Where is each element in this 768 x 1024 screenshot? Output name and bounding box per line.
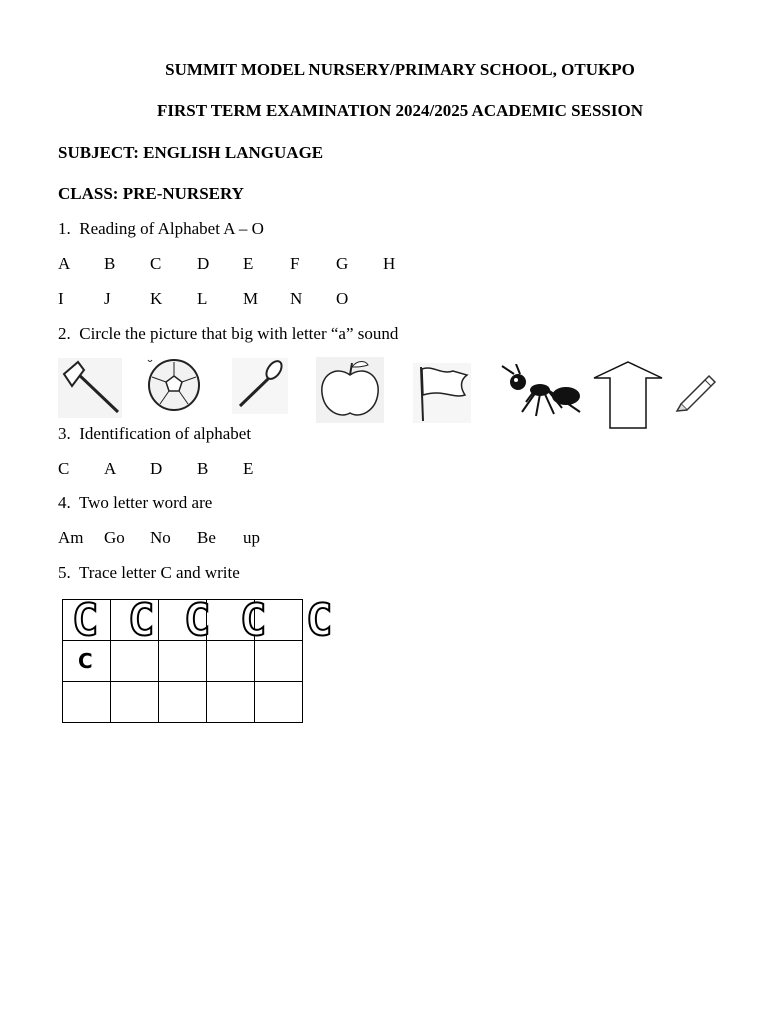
alphabet-letter: K xyxy=(150,289,163,308)
alphabet-letter: O xyxy=(336,289,349,308)
trace-letter-c: C xyxy=(240,595,267,646)
ant-icon xyxy=(492,364,588,418)
question-number: 4. xyxy=(58,493,71,512)
question-text: Trace letter C and write xyxy=(78,563,240,582)
question-2 xyxy=(58,324,398,344)
exam-title: FIRST TERM EXAMINATION 2024/2025 ACADEMIC SESSION xyxy=(157,101,643,120)
alphabet-letter: F xyxy=(290,254,300,273)
pencil-icon xyxy=(675,370,719,412)
trace-letter-c: C xyxy=(72,595,99,646)
alphabet-letter: E xyxy=(243,459,254,478)
trace-cell[interactable] xyxy=(159,641,207,682)
axe-icon xyxy=(58,358,122,418)
spoon-icon xyxy=(232,358,288,414)
alphabet-letter: G xyxy=(336,254,349,273)
question-5 xyxy=(58,563,240,583)
trace-cell[interactable] xyxy=(111,641,159,682)
alphabet-letter: C xyxy=(150,254,162,273)
trace-cell[interactable] xyxy=(207,641,255,682)
trace-cell[interactable] xyxy=(255,641,303,682)
alphabet-letter: N xyxy=(290,289,303,308)
trace-row xyxy=(63,682,303,723)
trace-cell[interactable] xyxy=(159,682,207,723)
trace-cell[interactable] xyxy=(63,682,111,723)
alphabet-letter: B xyxy=(104,254,116,273)
question-text: Reading of Alphabet A – O xyxy=(79,219,264,238)
question-text: Identification of alphabet xyxy=(79,424,252,443)
alphabet-letter: D xyxy=(197,254,210,273)
alphabet-letter: B xyxy=(197,459,209,478)
word-item: Am xyxy=(58,528,84,547)
question-number: 2. xyxy=(58,324,71,343)
trace-cell[interactable] xyxy=(255,682,303,723)
question-number: 5. xyxy=(58,563,71,582)
word-item: Go xyxy=(104,528,125,547)
question-text: Circle the picture that big with letter “a” sound xyxy=(79,324,399,343)
trace-letter-c: C xyxy=(184,595,211,646)
alphabet-letter: L xyxy=(197,289,208,308)
school-name: SUMMIT MODEL NURSERY/PRIMARY SCHOOL, OTUKPO xyxy=(165,60,635,79)
alphabet-letter: E xyxy=(243,254,254,273)
flag-icon xyxy=(413,363,471,423)
question-text: Two letter word are xyxy=(78,493,213,512)
word-item: Be xyxy=(197,528,216,547)
apple-icon xyxy=(316,357,384,423)
alphabet-letter: H xyxy=(383,254,396,273)
alphabet-letter: J xyxy=(104,289,111,308)
question-3 xyxy=(58,424,251,444)
word-item: up xyxy=(243,528,260,547)
question-number: 3. xyxy=(58,424,71,443)
word-item: No xyxy=(150,528,171,547)
ball-icon xyxy=(145,356,203,412)
written-letter-c: C xyxy=(78,649,93,673)
alphabet-letter: D xyxy=(150,459,163,478)
trace-letter-c: C xyxy=(128,595,155,646)
trace-cell[interactable] xyxy=(111,682,159,723)
trace-letter-c: C xyxy=(306,595,333,646)
alphabet-letter: A xyxy=(104,459,117,478)
trace-row xyxy=(63,641,303,682)
alphabet-letter: C xyxy=(58,459,70,478)
question-4 xyxy=(58,493,212,513)
alphabet-letter: M xyxy=(243,289,259,308)
subject-label: SUBJECT: ENGLISH LANGUAGE xyxy=(58,143,324,162)
arrow-icon xyxy=(592,360,664,430)
trace-row xyxy=(63,600,303,641)
trace-cell[interactable] xyxy=(207,682,255,723)
class-label: CLASS: PRE-NURSERY xyxy=(58,184,244,203)
question-number: 1. xyxy=(58,219,71,238)
question-1 xyxy=(58,219,264,239)
alphabet-letter: A xyxy=(58,254,71,273)
alphabet-letter: I xyxy=(58,289,64,308)
